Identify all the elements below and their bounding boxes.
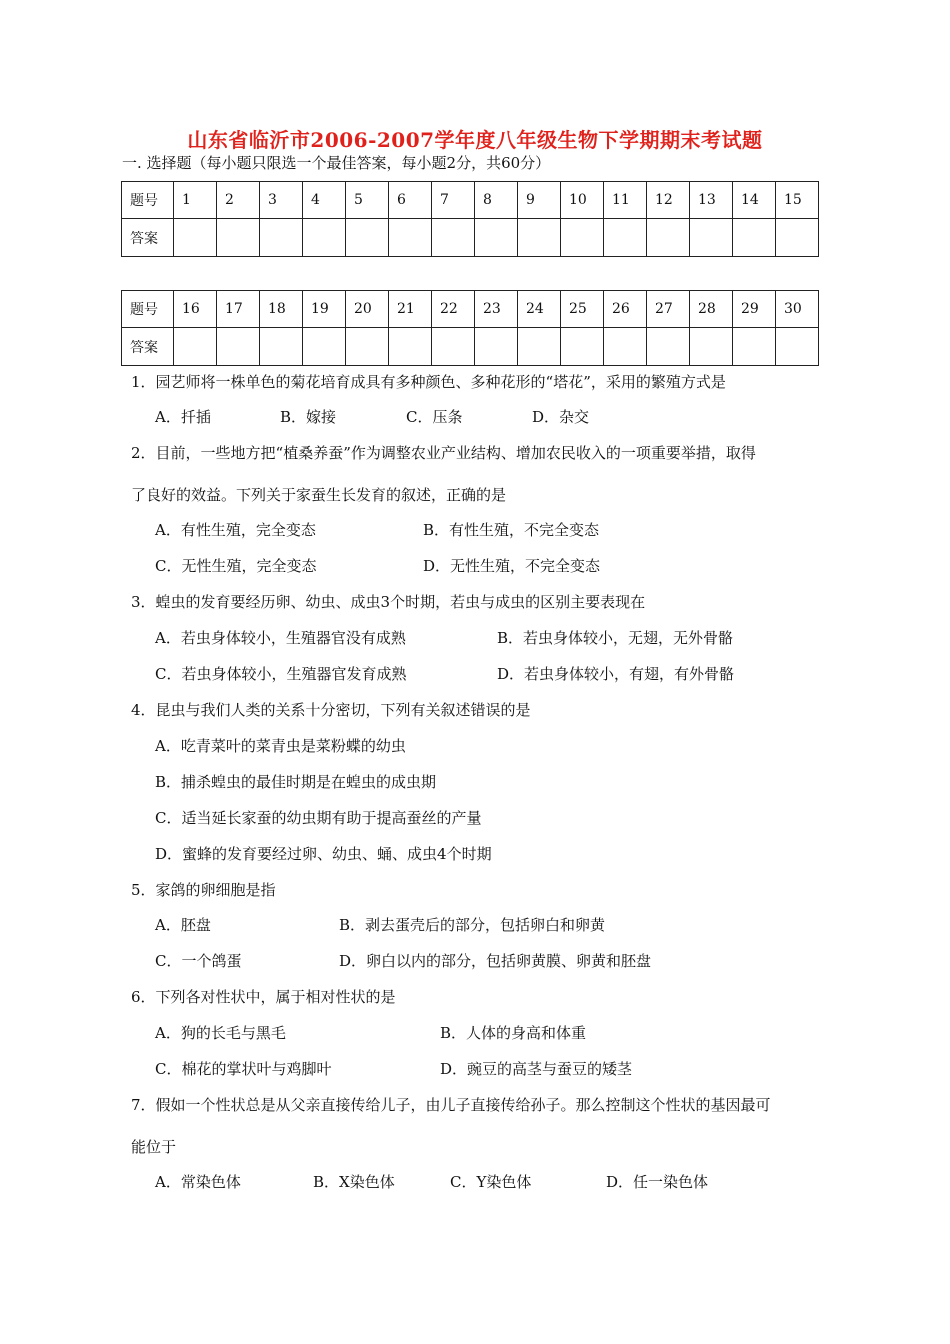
answer-cell[interactable] (174, 328, 217, 366)
question-number-cell: 19 (303, 291, 346, 328)
question-1-option-b: B．嫁接 (280, 408, 337, 426)
row-header-answer: 答案 (122, 219, 174, 257)
question-4-option-d: D．蜜蜂的发育要经过卵、幼虫、蛹、成虫4个时期 (155, 845, 492, 863)
question-2-option-b: B．有性生殖，不完全变态 (423, 521, 600, 539)
question-1-stem: 1．园艺师将一株单色的菊花培育成具有多种颜色、多种花形的“塔花”，采用的繁殖方式是 (131, 373, 726, 391)
question-number-cell: 25 (561, 291, 604, 328)
question-number-cell: 13 (690, 182, 733, 219)
question-number-cell: 24 (518, 291, 561, 328)
answer-cell[interactable] (776, 219, 819, 257)
page-title: 山东省临沂市2006-2007学年度八年级生物下学期期末考试题 (187, 128, 763, 152)
answer-cell[interactable] (647, 328, 690, 366)
question-number-cell: 15 (776, 182, 819, 219)
answer-cell[interactable] (432, 219, 475, 257)
question-2-option-d: D．无性生殖，不完全变态 (423, 557, 601, 575)
question-5-option-d: D．卵白以内的部分，包括卵黄膜、卵黄和胚盘 (339, 952, 652, 970)
question-number-cell: 5 (346, 182, 389, 219)
answer-cell[interactable] (647, 219, 690, 257)
question-1-option-c: C．压条 (406, 408, 463, 426)
answer-cell[interactable] (217, 328, 260, 366)
question-1-option-d: D．杂交 (532, 408, 590, 426)
answer-cell[interactable] (260, 328, 303, 366)
question-7-stem: 7．假如一个性状总是从父亲直接传给儿子，由儿子直接传给孙子。那么控制这个性状的基因最可 (131, 1096, 771, 1114)
question-number-cell: 9 (518, 182, 561, 219)
question-number-cell: 1 (174, 182, 217, 219)
question-number-cell: 8 (475, 182, 518, 219)
question-4-stem: 4．昆虫与我们人类的关系十分密切，下列有关叙述错误的是 (131, 701, 531, 719)
answer-cell[interactable] (561, 219, 604, 257)
question-7-option-a: A．常染色体 (155, 1173, 241, 1191)
answer-cell[interactable] (518, 219, 561, 257)
answer-cell[interactable] (518, 328, 561, 366)
question-3-option-c: C．若虫身体较小，生殖器官发育成熟 (155, 665, 407, 683)
question-number-cell: 26 (604, 291, 647, 328)
question-number-cell: 22 (432, 291, 475, 328)
answer-cell[interactable] (217, 219, 260, 257)
answer-cell[interactable] (776, 328, 819, 366)
answer-cell[interactable] (389, 328, 432, 366)
question-number-cell: 10 (561, 182, 604, 219)
answer-cell[interactable] (174, 219, 217, 257)
question-4-option-a: A．吃青菜叶的菜青虫是菜粉蝶的幼虫 (155, 737, 406, 755)
row-header-answer: 答案 (122, 328, 174, 366)
answer-cell[interactable] (389, 219, 432, 257)
question-2-option-a: A．有性生殖，完全变态 (155, 521, 316, 539)
answer-cell[interactable] (346, 219, 389, 257)
answer-cell[interactable] (733, 219, 776, 257)
question-number-cell: 28 (690, 291, 733, 328)
question-number-cell: 17 (217, 291, 260, 328)
question-7-option-c: C．Y染色体 (450, 1173, 532, 1191)
answer-cell[interactable] (475, 328, 518, 366)
question-7-option-b: B．X染色体 (313, 1173, 395, 1191)
answer-cell[interactable] (260, 219, 303, 257)
answer-cell[interactable] (303, 219, 346, 257)
question-7-option-d: D．任一染色体 (606, 1173, 709, 1191)
question-6-option-c: C．棉花的掌状叶与鸡脚叶 (155, 1060, 332, 1078)
question-4-option-c: C．适当延长家蚕的幼虫期有助于提高蚕丝的产量 (155, 809, 482, 827)
question-7-stem-cont: 能位于 (131, 1138, 177, 1156)
question-number-cell: 14 (733, 182, 776, 219)
question-number-cell: 7 (432, 182, 475, 219)
question-5-option-a: A．胚盘 (155, 916, 211, 934)
row-header-number: 题号 (122, 182, 174, 219)
question-number-cell: 4 (303, 182, 346, 219)
question-number-cell: 20 (346, 291, 389, 328)
answer-cell[interactable] (690, 328, 733, 366)
question-1-option-a: A．扦插 (155, 408, 211, 426)
question-6-option-b: B．人体的身高和体重 (440, 1024, 587, 1042)
question-2-option-c: C．无性生殖，完全变态 (155, 557, 317, 575)
question-number-cell: 16 (174, 291, 217, 328)
question-5-stem: 5．家鸽的卵细胞是指 (131, 881, 276, 899)
section-heading: 一. 选择题（每小题只限选一个最佳答案，每小题2分，共60分） (122, 154, 551, 172)
question-number-cell: 11 (604, 182, 647, 219)
question-6-option-d: D．豌豆的高茎与蚕豆的矮茎 (440, 1060, 633, 1078)
row-header-number: 题号 (122, 291, 174, 328)
question-6-option-a: A．狗的长毛与黑毛 (155, 1024, 286, 1042)
question-number-cell: 30 (776, 291, 819, 328)
answer-cell[interactable] (733, 328, 776, 366)
answer-cell[interactable] (346, 328, 389, 366)
question-3-option-d: D．若虫身体较小，有翅，有外骨骼 (497, 665, 735, 683)
answer-cell[interactable] (561, 328, 604, 366)
question-number-cell: 29 (733, 291, 776, 328)
question-3-option-a: A．若虫身体较小，生殖器官没有成熟 (155, 629, 406, 647)
question-number-cell: 18 (260, 291, 303, 328)
question-number-cell: 3 (260, 182, 303, 219)
question-4-option-b: B．捕杀蝗虫的最佳时期是在蝗虫的成虫期 (155, 773, 437, 791)
answer-cell[interactable] (432, 328, 475, 366)
question-number-cell: 2 (217, 182, 260, 219)
answer-grid-2 (121, 290, 819, 366)
question-3-stem: 3．蝗虫的发育要经历卵、幼虫、成虫3个时期，若虫与成虫的区别主要表现在 (131, 593, 646, 611)
answer-cell[interactable] (475, 219, 518, 257)
question-6-stem: 6．下列各对性状中，属于相对性状的是 (131, 988, 396, 1006)
question-5-option-b: B．剥去蛋壳后的部分，包括卵白和卵黄 (339, 916, 606, 934)
answer-cell[interactable] (690, 219, 733, 257)
question-number-cell: 12 (647, 182, 690, 219)
question-number-cell: 23 (475, 291, 518, 328)
question-2-stem: 2．目前，一些地方把“植桑养蚕”作为调整农业产业结构、增加农民收入的一项重要举措，取得 (131, 444, 756, 462)
answer-cell[interactable] (604, 328, 647, 366)
question-number-cell: 27 (647, 291, 690, 328)
question-number-cell: 6 (389, 182, 432, 219)
answer-cell[interactable] (303, 328, 346, 366)
answer-grid-1 (121, 181, 819, 257)
question-number-cell: 21 (389, 291, 432, 328)
question-3-option-b: B．若虫身体较小，无翅，无外骨骼 (497, 629, 734, 647)
answer-cell[interactable] (604, 219, 647, 257)
question-5-option-c: C．一个鸽蛋 (155, 952, 242, 970)
question-2-stem-cont: 了良好的效益。下列关于家蚕生长发育的叙述，正确的是 (131, 486, 507, 504)
